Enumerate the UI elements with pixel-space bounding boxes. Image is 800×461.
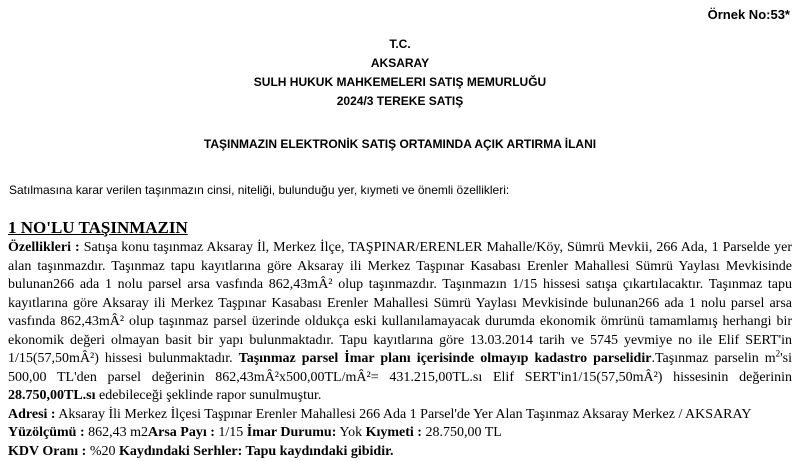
property-details	[8, 239, 792, 461]
vat-line	[8, 443, 792, 461]
area-value: 862,43 m2	[85, 425, 148, 440]
address-label: Adresi :	[8, 407, 56, 422]
address-line	[8, 406, 792, 425]
records-label: Kaydındaki Serhler:	[119, 444, 242, 459]
header-line-tc: T.C.	[0, 35, 800, 54]
share-value: 28.750,00TL.sı	[8, 388, 96, 403]
features-text-2a: .Taşınmaz parselin m	[651, 351, 775, 366]
intro-text: Satılmasına karar verilen taşınmazın cinsi, niteliği, bulunduğu yer, kıymeti ve önemli özellikleri:	[9, 183, 509, 197]
vat-label: KDV Oranı :	[8, 444, 86, 459]
superscript-2: 2	[776, 348, 781, 358]
address-value: Aksaray İli Merkez İlçesi Taşpınar Erenler Mahallesi 266 Ada 1 Parsel'de Yer Alan Taşınmaz Aksaray Merkez / AKSARAY	[56, 407, 752, 422]
zoning-label: İmar Durumu:	[247, 425, 337, 440]
features-text-3: edebileceği şeklinde rapor sunulmuştur.	[96, 388, 322, 403]
zoning-value: Yok	[336, 425, 365, 440]
value-label: Kıymeti :	[366, 425, 422, 440]
area-line	[8, 424, 792, 443]
records-value: Tapu kaydındaki gibidir.	[242, 444, 393, 459]
share-fraction: 1/15	[215, 425, 247, 440]
header-line-city: AKSARAY	[0, 54, 800, 73]
features-label: Özellikleri :	[8, 240, 80, 255]
property-heading: 1 NO'LU TAŞINMAZIN	[8, 218, 188, 238]
area-label: Yüzölçümü :	[8, 425, 85, 440]
zoning-note: Taşınmaz parsel İmar planı içerisinde olmayıp kadastro parselidir	[239, 351, 652, 366]
notice-title: TAŞINMAZIN ELEKTRONİK SATIŞ ORTAMINDA AÇIK ARTIRMA İLANI	[0, 137, 800, 151]
features-text-2b: 'si 500,00 TL'den parsel değerinin 862,43mÂ²x500,00TL/mÂ²= 431.215,00TL.sı Elif SERT'in1/15(57,50mÂ²) hissesinin değerinin	[8, 351, 792, 385]
features-text: Satışa konu taşınmaz Aksaray İl, Merkez İlçe, TAŞPINAR/ERENLER Mahalle/Köy, Sümrü Mevkii, 266 Ada, 1 Parselde yer alan taşınmazdır. Taşınmaz tapu kayıtlarına göre Aksaray ili Merkez Taşpınar Kasabası Erenler Mahallesi Sümrü Yaylası Mevkisinde bulunan266 ada 1 nolu parsel arsa vasfında 862,43mÂ² olup taşınmazdır. Taşınmazın 1/15 hissesi satışa çıkartılacaktır. Taşınmaz tapu kayıtlarına göre Aksaray ili Merkez Taşpınar Kasabası Erenler Mahallesi Sümrü Yaylası Mevkisinde bulunan266 ada 1 nolu parsel arsa vasfında 862,43mÂ² olup taşınmaz parsel üzerinde oldukça eski kullanılamayacak durumda ekonomik ömrünü tamamlamış herhangi bir ekonomik değeri olmayan basit bir yapı bulunmaktadır. Tapu kayıtlarına göre 13.03.2014 tarih ve 5745 yevmiye no ile Elif SERT'in 1/15(57,50mÂ²) hissesi bulunmaktadır.	[8, 240, 792, 366]
header-line-case: 2024/3 TEREKE SATIŞ	[0, 92, 800, 111]
document-header	[0, 35, 800, 111]
sample-number: Örnek No:53*	[708, 7, 790, 22]
value-amount: 28.750,00 TL	[422, 425, 502, 440]
features-paragraph	[8, 239, 792, 406]
vat-value: %20	[86, 444, 119, 459]
header-line-office: SULH HUKUK MAHKEMELERI SATIŞ MEMURLUĞU	[0, 73, 800, 92]
share-label: Arsa Payı :	[148, 425, 215, 440]
